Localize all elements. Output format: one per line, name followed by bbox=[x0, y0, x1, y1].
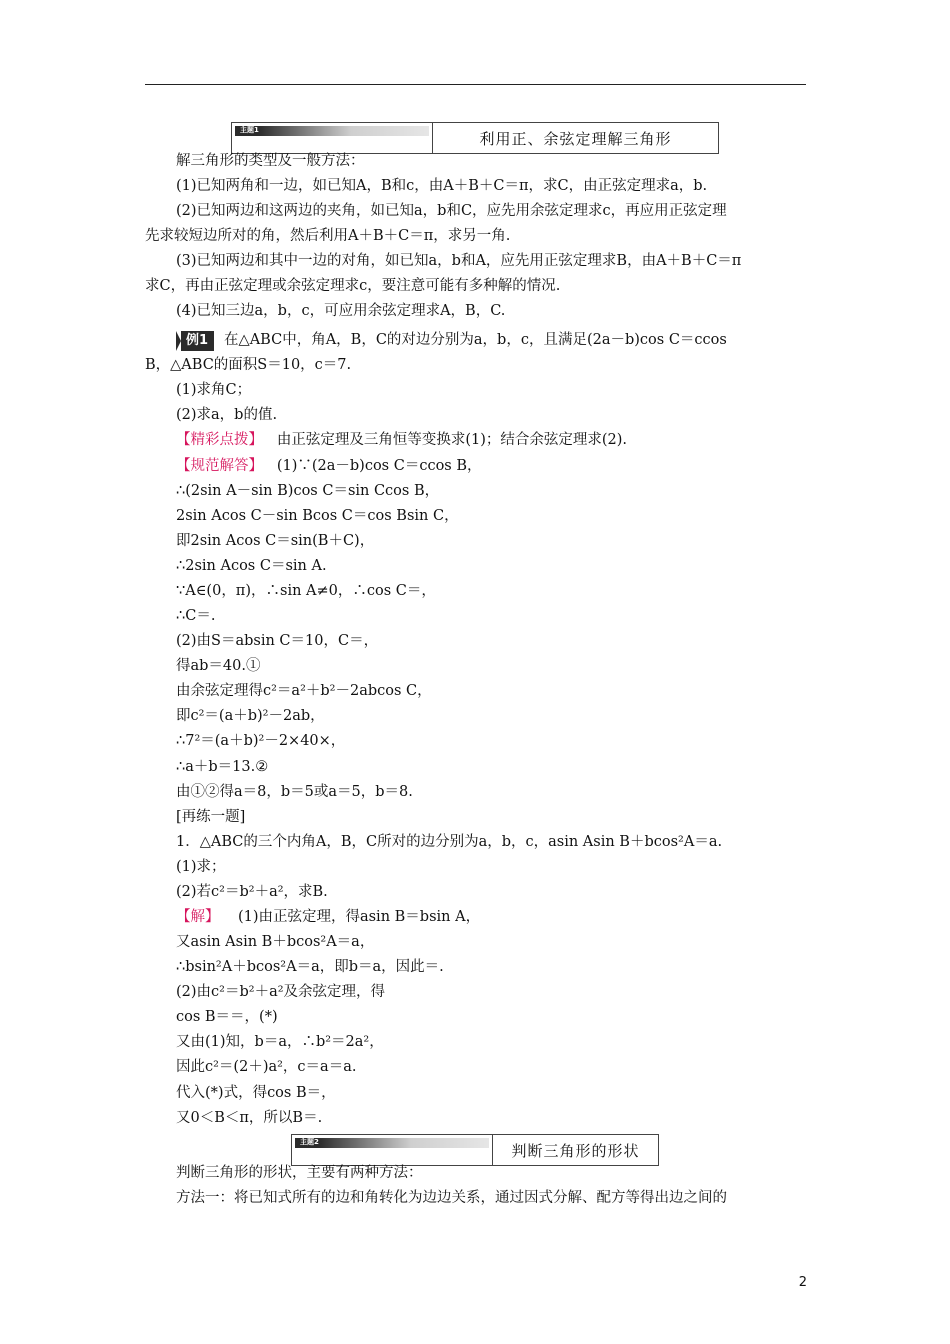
text-line: 因此c²＝(2＋)a²，c＝a＝a. bbox=[176, 1059, 357, 1075]
jingcai-label: 【精彩点拨】 bbox=[176, 432, 263, 448]
header-rule bbox=[145, 84, 806, 85]
text-line: ∴C＝. bbox=[176, 608, 216, 624]
text-line: 由余弦定理得c²＝a²＋b²－2abcos C， bbox=[176, 683, 432, 699]
text-line: ∴a＋b＝13.② bbox=[176, 759, 269, 775]
solution-text: (1)∵(2a－b)cos C＝ccos B， bbox=[276, 458, 482, 474]
topic2-title: 判断三角形的形状 bbox=[511, 1141, 640, 1160]
text-line: (2)求a，b的值. bbox=[176, 407, 278, 423]
example-line bbox=[176, 330, 727, 351]
text-line: 又0＜B＜π，所以B＝. bbox=[176, 1110, 323, 1126]
text-line: ∴2sin Acos C＝sin A. bbox=[176, 558, 327, 574]
text-line: 先求较短边所对的角，然后利用A＋B＋C＝π，求另一角. bbox=[145, 228, 511, 244]
text-line: (2)由S＝absin C＝10，C＝， bbox=[176, 633, 379, 649]
text-line: 方法一：将已知式所有的边和角转化为边边关系，通过因式分解、配方等得出边之间的 bbox=[176, 1190, 727, 1206]
topic2-header bbox=[291, 1134, 659, 1166]
topic2-tag-bar bbox=[295, 1138, 489, 1148]
topic1-tag bbox=[232, 123, 433, 153]
page-number: 2 bbox=[798, 1275, 807, 1290]
text-line: ∴bsin²A＋bcos²A＝a，即b＝a，因此＝. bbox=[176, 959, 444, 975]
topic2-tag-label: 主题2 bbox=[300, 1138, 319, 1146]
text-line: ∵A∈(0，π)，∴sin A≠0，∴cos C＝， bbox=[176, 583, 436, 599]
guifan-label: 【规范解答】 bbox=[176, 458, 263, 474]
example-badge: 例1 bbox=[176, 331, 214, 351]
text-line: (1)求角C； bbox=[176, 382, 252, 398]
text-line: 又由(1)知，b＝a，∴b²＝2a²， bbox=[176, 1034, 384, 1050]
answer-line bbox=[176, 907, 480, 927]
text-line: 得ab＝40.① bbox=[176, 658, 261, 674]
text-line: 又asin Asin B＋bcos²A＝a， bbox=[176, 934, 375, 950]
text-line: B，△ABC的面积S＝10，c＝7. bbox=[145, 357, 352, 373]
text-line: (3)已知两边和其中一边的对角，如已知a，b和A，应先用正弦定理求B，由A＋B＋C＝π bbox=[176, 253, 742, 269]
text-line: 即c²＝(a＋b)²－2ab， bbox=[176, 708, 325, 724]
text-line: [再练一题] bbox=[176, 809, 246, 825]
jie-label: 【解】 bbox=[176, 909, 220, 925]
answer-text: (1)由正弦定理，得asin B＝bsin A， bbox=[237, 909, 481, 925]
text-line: cos B＝＝，(*) bbox=[176, 1009, 278, 1025]
text-line: 即2sin Acos C＝sin(B＋C)， bbox=[176, 533, 375, 549]
text-line: 解三角形的类型及一般方法： bbox=[176, 153, 365, 169]
text-line: (4)已知三边a，b，c，可应用余弦定理求A，B，C. bbox=[176, 303, 506, 319]
topic2-tag bbox=[292, 1135, 493, 1165]
text-line: (1)已知两角和一边，如已知A，B和c，由A＋B＋C＝π，求C，由正弦定理求a，b. bbox=[176, 178, 708, 194]
text-line: 2sin Acos C－sin Bcos C＝cos Bsin C， bbox=[176, 508, 459, 524]
text-line: 1．△ABC的三个内角A，B，C所对的边分别为a，b，c，asin Asin B＋bcos²A＝a. bbox=[176, 834, 723, 850]
example-text: 在△ABC中，角A，B，C的对边分别为a，b，c，且满足(2a－b)cos C＝ccos bbox=[224, 332, 727, 348]
text-line: ∴7²＝(a＋b)²－2×40×， bbox=[176, 733, 346, 749]
text-line: 求C，再由正弦定理或余弦定理求c，要注意可能有多种解的情况. bbox=[145, 278, 561, 294]
text-line: 判断三角形的形状，主要有两种方法： bbox=[176, 1165, 423, 1181]
text-line: 由①②得a＝8，b＝5或a＝5，b＝8. bbox=[176, 784, 413, 800]
hint-text: 由正弦定理及三角恒等变换求(1)；结合余弦定理求(2). bbox=[276, 432, 628, 448]
topic1-header bbox=[231, 122, 719, 154]
topic1-tag-bar bbox=[235, 126, 429, 136]
text-line: (1)求； bbox=[176, 859, 226, 875]
topic1-title: 利用正、余弦定理解三角形 bbox=[479, 129, 672, 148]
hint-line bbox=[176, 430, 627, 450]
text-line: (2)若c²＝b²＋a²，求B. bbox=[176, 884, 328, 900]
solution-line bbox=[176, 456, 482, 476]
text-line: ∴(2sin A－sin B)cos C＝sin Ccos B， bbox=[176, 483, 440, 499]
text-line: (2)由c²＝b²＋a²及余弦定理，得 bbox=[176, 984, 386, 1000]
topic1-tag-label: 主题1 bbox=[240, 126, 259, 134]
text-line: (2)已知两边和这两边的夹角，如已知a，b和C，应先用余弦定理求c，再应用正弦定理 bbox=[176, 203, 727, 219]
text-line: 代入(*)式，得cos B＝， bbox=[176, 1085, 336, 1101]
